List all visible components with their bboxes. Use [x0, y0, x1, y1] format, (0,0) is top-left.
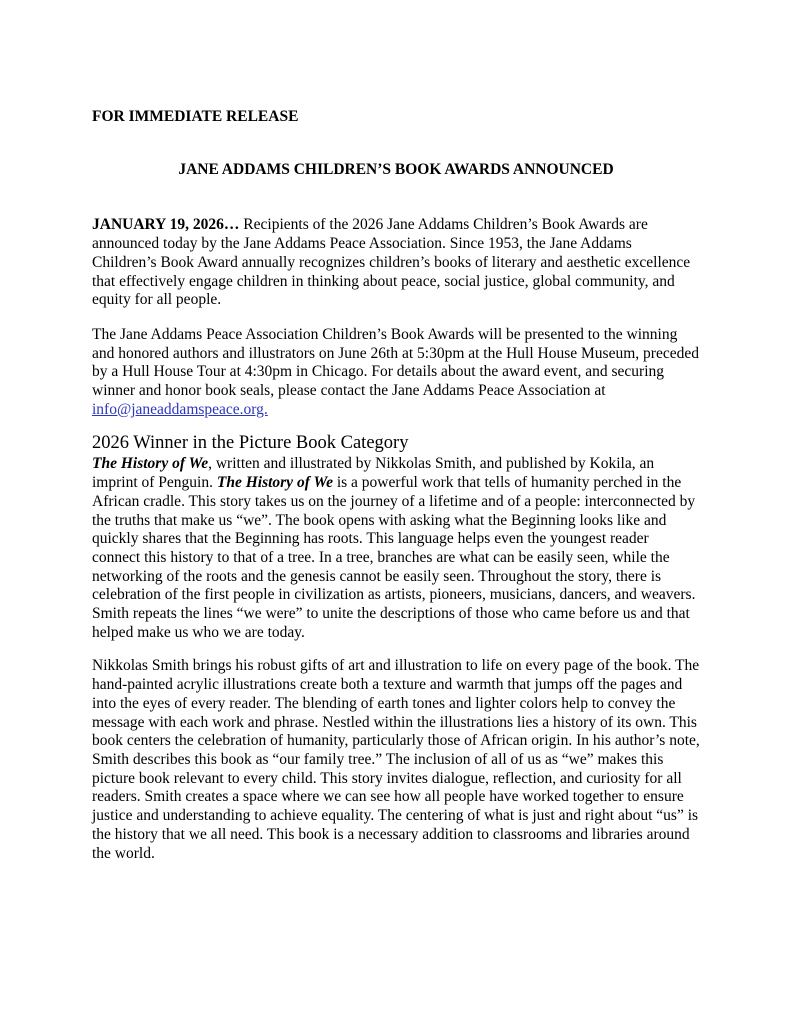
intro-text: Recipients of the 2026 Jane Addams Children’s Book Awards are announced today by the Jane Addams Peace Association. Since 1953, the Jane Addams Children’s Book Award annually recognizes children’s books of literary and aesthetic excellence that effectively engage children in thinking about peace, social justice, global community, and equity for all people. [92, 216, 691, 309]
winner-text-1: , written and illustrated by Nikkolas Smith, and published by Kokila, an imprint of Penguin. [92, 455, 655, 492]
paragraph-winner-description [92, 455, 700, 642]
book-title-repeat: The History of We [216, 474, 333, 492]
document-title: JANE ADDAMS CHILDREN’S BOOK AWARDS ANNOUNCED [178, 160, 614, 178]
paragraph-intro [92, 216, 700, 310]
paragraph-illustrator: Nikkolas Smith brings his robust gifts of art and illustration to life on every page of the book. The hand-painted acrylic illustrations create both a texture and warmth that jumps off the pages and into the eyes of every reader. The blending of earth tones and lighter colors help to convey the message with each work and phrase. Nestled within the illustrations lies a history of its own. This book centers the celebration of humanity, particularly those of African origin. In his author’s note, Smith describes this book as “our family tree.” The inclusion of all of us as “we” makes this picture book relevant to every child. This story invites dialogue, reflection, and curiosity for all readers. Smith creates a space where we can see how all people have worked together to ensure justice and understanding to achieve equality. The centering of what is just and right about “us” is the history that we all need. This book is a necessary addition to classrooms and libraries around the world. [92, 657, 700, 862]
date-lead: JANUARY 19, 2026… [92, 216, 240, 234]
book-title: The History of We [92, 455, 209, 473]
paragraph-event [92, 326, 700, 420]
winner-text-2: is a powerful work that tells of humanity perched in the African cradle. This story takes us on the journey of a lifetime and of a people: interconnected by the truths that make us “we”. The book opens with asking what the Beginning looks like and quickly shares that the Beginning has roots. This language helps even the youngest reader connect this history to that of a tree. In a tree, branches are what can be easily seen, while the networking of the roots and the genesis cannot be easily seen. Throughout the story, there is celebration of the first people in civilization as artists, pioneers, musicians, dancers, and weavers. Smith repeats the lines “we were” to unite the descriptions of those who came before us and that helped make us who we are today. [92, 474, 696, 641]
release-line: FOR IMMEDIATE RELEASE [92, 108, 299, 125]
event-text: The Jane Addams Peace Association Children’s Book Awards will be presented to the winning and honored authors and illustrators on June 26th at 5:30pm at the Hull House Museum, preceded by a Hull House Tour at 4:30pm in Chicago. For details about the award event, and securing winner and honor book seals, please contact the Jane Addams Peace Association at [92, 325, 699, 400]
section-heading-winner: 2026 Winner in the Picture Book Category [92, 433, 409, 454]
email-link[interactable]: info@janeaddamspeace.org. [92, 400, 268, 418]
